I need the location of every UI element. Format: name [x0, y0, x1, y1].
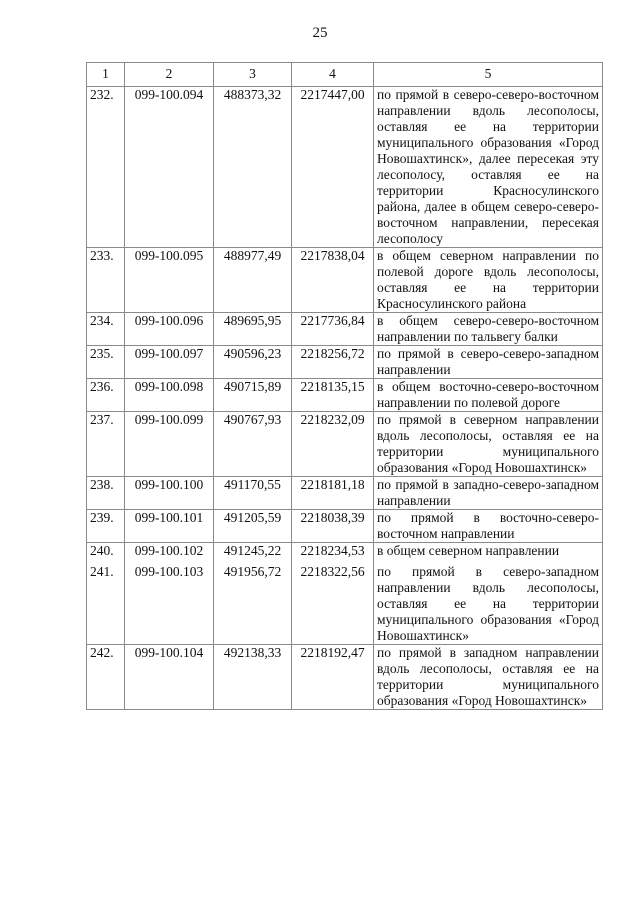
x-coordinate: 491245,22	[214, 543, 292, 561]
row-number: 237.	[87, 412, 125, 477]
row-number: 238.	[87, 477, 125, 510]
row-number: 241.	[87, 560, 125, 645]
table-row	[87, 510, 603, 543]
table-row	[87, 379, 603, 412]
y-coordinate: 2217838,04	[292, 248, 374, 313]
point-code: 099-100.104	[125, 645, 214, 710]
row-number: 233.	[87, 248, 125, 313]
y-coordinate: 2218181,18	[292, 477, 374, 510]
header-col-4: 4	[292, 63, 374, 87]
table-row	[87, 543, 603, 561]
table-row	[87, 313, 603, 346]
y-coordinate: 2218135,15	[292, 379, 374, 412]
boundary-description: в общем северо-северо-восточном направлении по тальвегу балки	[374, 313, 603, 346]
boundary-description: по прямой в восточно-северо-восточном направлении	[374, 510, 603, 543]
header-col-2: 2	[125, 63, 214, 87]
x-coordinate: 488977,49	[214, 248, 292, 313]
x-coordinate: 488373,32	[214, 87, 292, 248]
table-row	[87, 346, 603, 379]
boundary-description: по прямой в северном направлении вдоль лесополосы, оставляя ее на территории муниципального образования «Город Новошахтинск»	[374, 412, 603, 477]
point-code: 099-100.094	[125, 87, 214, 248]
row-number: 234.	[87, 313, 125, 346]
point-code: 099-100.098	[125, 379, 214, 412]
boundary-description: в общем восточно-северо-восточном направлении по полевой дороге	[374, 379, 603, 412]
point-code: 099-100.099	[125, 412, 214, 477]
header-col-1: 1	[87, 63, 125, 87]
x-coordinate: 490715,89	[214, 379, 292, 412]
boundary-description: по прямой в северо-западном направлении вдоль лесополосы, оставляя ее на территории муниципального образования «Город Новошахтинск»	[374, 560, 603, 645]
point-code: 099-100.097	[125, 346, 214, 379]
point-code: 099-100.102	[125, 543, 214, 561]
table-header-row	[87, 63, 603, 87]
boundary-description: по прямой в северо-северо-восточном направлении вдоль лесополосы, оставляя ее на территории муниципального образования «Город Новошахтинск», далее пересекая эту лесополосу, оставляя ее на территории Красносулинского района, далее в общем северо-северо-восточном направлении, пересекая лесополосу	[374, 87, 603, 248]
boundary-description: по прямой в северо-северо-западном направлении	[374, 346, 603, 379]
row-number: 242.	[87, 645, 125, 710]
y-coordinate: 2218232,09	[292, 412, 374, 477]
y-coordinate: 2217736,84	[292, 313, 374, 346]
boundary-description: в общем северном направлении по полевой дороге вдоль лесополосы, оставляя ее на территории Красносулинского района	[374, 248, 603, 313]
x-coordinate: 491205,59	[214, 510, 292, 543]
boundary-description: в общем северном направлении	[374, 543, 603, 561]
x-coordinate: 492138,33	[214, 645, 292, 710]
table-row	[87, 412, 603, 477]
y-coordinate: 2218256,72	[292, 346, 374, 379]
table-row	[87, 87, 603, 248]
y-coordinate: 2218322,56	[292, 560, 374, 645]
row-number: 239.	[87, 510, 125, 543]
x-coordinate: 490596,23	[214, 346, 292, 379]
point-code: 099-100.096	[125, 313, 214, 346]
x-coordinate: 490767,93	[214, 412, 292, 477]
row-number: 240.	[87, 543, 125, 561]
row-number: 236.	[87, 379, 125, 412]
y-coordinate: 2218192,47	[292, 645, 374, 710]
page-number: 25	[312, 25, 328, 41]
boundary-description: по прямой в западно-северо-западном направлении	[374, 477, 603, 510]
point-code: 099-100.101	[125, 510, 214, 543]
y-coordinate: 2217447,00	[292, 87, 374, 248]
table-row	[87, 477, 603, 510]
point-code: 099-100.100	[125, 477, 214, 510]
y-coordinate: 2218038,39	[292, 510, 374, 543]
x-coordinate: 491170,55	[214, 477, 292, 510]
header-col-3: 3	[214, 63, 292, 87]
point-code: 099-100.095	[125, 248, 214, 313]
table-row	[87, 645, 603, 710]
table-row	[87, 560, 603, 645]
row-number: 232.	[87, 87, 125, 248]
table-row	[87, 248, 603, 313]
row-number: 235.	[87, 346, 125, 379]
point-code: 099-100.103	[125, 560, 214, 645]
boundary-points-table	[86, 62, 603, 710]
x-coordinate: 491956,72	[214, 560, 292, 645]
header-col-5: 5	[374, 63, 603, 87]
y-coordinate: 2218234,53	[292, 543, 374, 561]
x-coordinate: 489695,95	[214, 313, 292, 346]
boundary-description: по прямой в западном направлении вдоль лесополосы, оставляя ее на территории муниципального образования «Город Новошахтинск»	[374, 645, 603, 710]
